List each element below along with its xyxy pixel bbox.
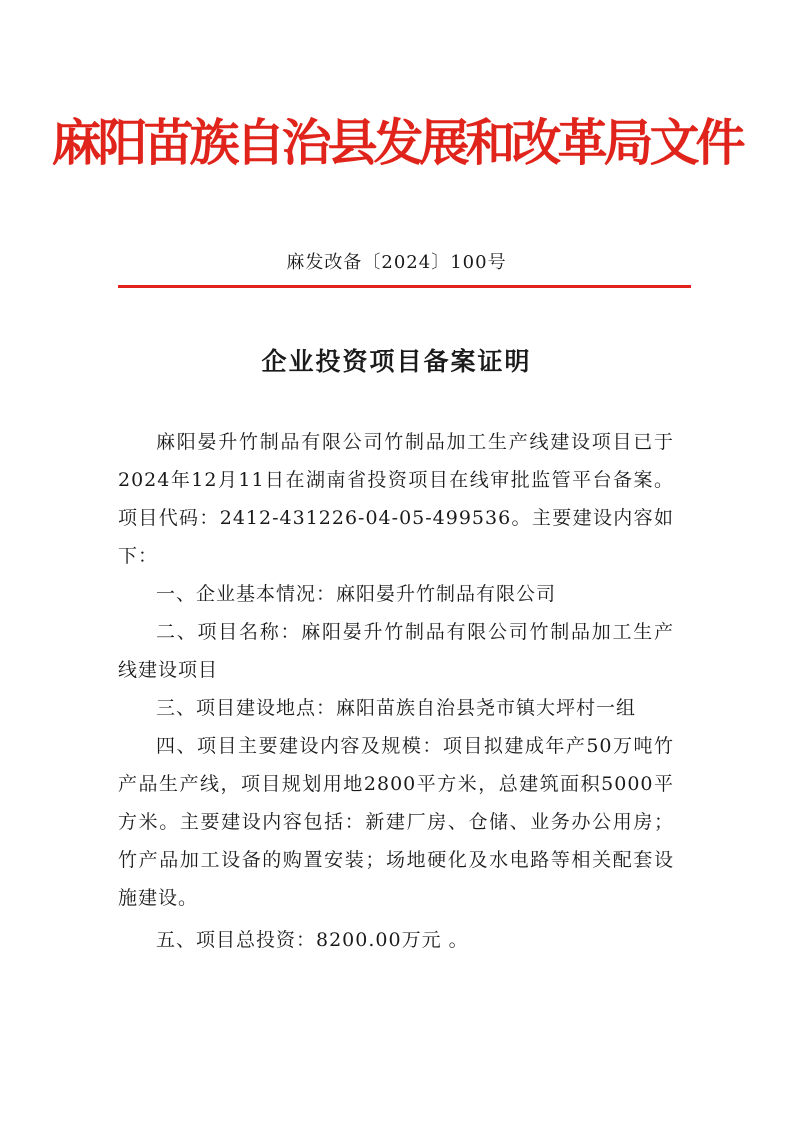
intro-paragraph: 麻阳晏升竹制品有限公司竹制品加工生产线建设项目已于2024年12月11日在湖南省投资项目在线审批监管平台备案。项目代码：2412-431226-04-05-499536。主要建设内容如下： <box>118 431 674 567</box>
document-title: 企业投资项目备案证明 <box>261 347 532 376</box>
item-project-scope: 四、项目主要建设内容及规模：项目拟建成年产50万吨竹产品生产线，项目规划用地2800平方米，总建筑面积5000平方米。主要建设内容包括：新建厂房、仓储、业务办公用房；竹产品加工设备的购置安装；场地硬化及水电路等相关配套设施建设。 <box>118 735 674 909</box>
item-project-name: 二、项目名称：麻阳晏升竹制品有限公司竹制品加工生产线建设项目 <box>118 621 674 681</box>
document-body <box>118 423 674 959</box>
item-project-location: 三、项目建设地点：麻阳苗族自治县尧市镇大坪村一组 <box>156 697 637 719</box>
item-total-investment: 五、项目总投资：8200.00万元 。 <box>156 929 469 951</box>
item-company-info: 一、企业基本情况：麻阳晏升竹制品有限公司 <box>156 583 557 605</box>
header-divider <box>118 285 691 288</box>
document-number: 麻发改备〔2024〕100号 <box>286 252 507 273</box>
agency-header-title: 麻阳苗族自治县发展和改革局文件 <box>51 113 742 172</box>
